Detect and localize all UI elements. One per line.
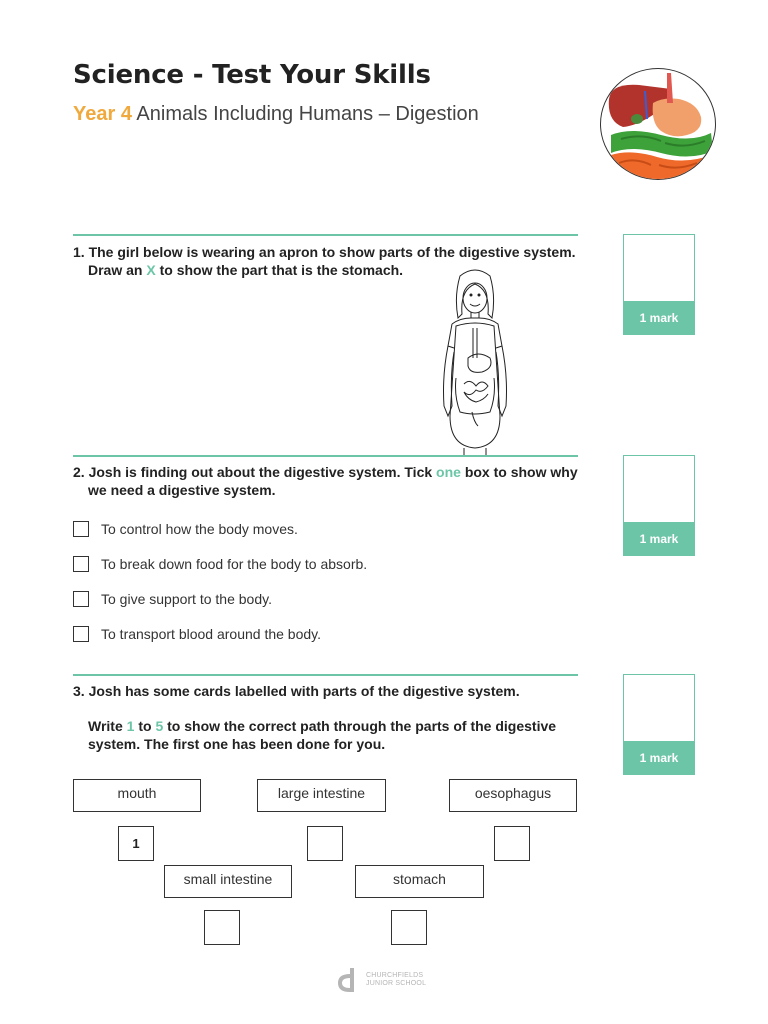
q3-text [73,682,583,753]
girl-with-digestive-apron-illustration[interactable] [430,266,520,456]
school-logo [336,966,426,994]
q2-option-3[interactable] [73,591,272,607]
q2-option-2[interactable] [73,556,367,572]
answer-box-stomach[interactable] [391,910,427,945]
card-oesophagus: oesophagus [449,779,577,812]
q2-option-label-4: To transport blood around the body. [101,626,322,642]
topic-label: Animals Including Humans – Digestion [136,103,479,125]
q2-divider [73,455,578,457]
q2-text [73,463,583,499]
digestive-organs-icon [600,68,716,180]
page-title: Science - Test Your Skills [73,60,431,90]
card-mouth: mouth [73,779,201,812]
q2-checkbox-4[interactable] [73,626,89,642]
answer-box-small-intestine[interactable] [204,910,240,945]
answer-box-oesophagus[interactable] [494,826,530,861]
q2-mark-label: 1 mark [624,522,694,555]
year-label: Year 4 [73,103,132,125]
page-subtitle [73,103,479,126]
answer-box-mouth[interactable]: 1 [118,826,154,861]
q2-option-4[interactable] [73,626,321,642]
q2-option-1[interactable] [73,521,298,537]
q2-option-label-2: To break down food for the body to absorb. [101,556,368,572]
q2-checkbox-2[interactable] [73,556,89,572]
q2-checkbox-3[interactable] [73,591,89,607]
q1-mark-label: 1 mark [624,301,694,334]
card-small-intestine: small intestine [164,865,292,898]
q3-divider [73,674,578,676]
q2-line2: we need a digestive system. [88,482,276,498]
card-large-intestine: large intestine [257,779,386,812]
q3-line3: system. The first one has been done for you. [88,736,386,752]
q2-line1: 2. Josh is finding out about the digestive system. Tick one box to show why [73,464,578,480]
school-name: CHURCHFIELDS JUNIOR SCHOOL [366,972,427,987]
card-stomach: stomach [355,865,484,898]
q3-line1: 3. Josh has some cards labelled with parts of the digestive system. [73,683,520,699]
answer-box-large-intestine[interactable] [307,826,343,861]
q2-option-label-3: To give support to the body. [101,591,272,607]
q1-line2: Draw an X to show the part that is the stomach. [88,262,404,278]
q1-line1: 1. The girl below is wearing an apron to show parts of the digestive system. [73,244,576,260]
q3-mark-label: 1 mark [624,741,694,774]
q2-mark-box[interactable] [623,455,695,556]
school-logo-icon [336,966,362,994]
q2-checkbox-1[interactable] [73,521,89,537]
q3-mark-box[interactable] [623,674,695,775]
q1-divider [73,234,578,236]
q2-option-label-1: To control how the body moves. [101,521,298,537]
q3-line2: Write 1 to 5 to show the correct path through the parts of the digestive [88,718,557,734]
q1-mark-box[interactable] [623,234,695,335]
